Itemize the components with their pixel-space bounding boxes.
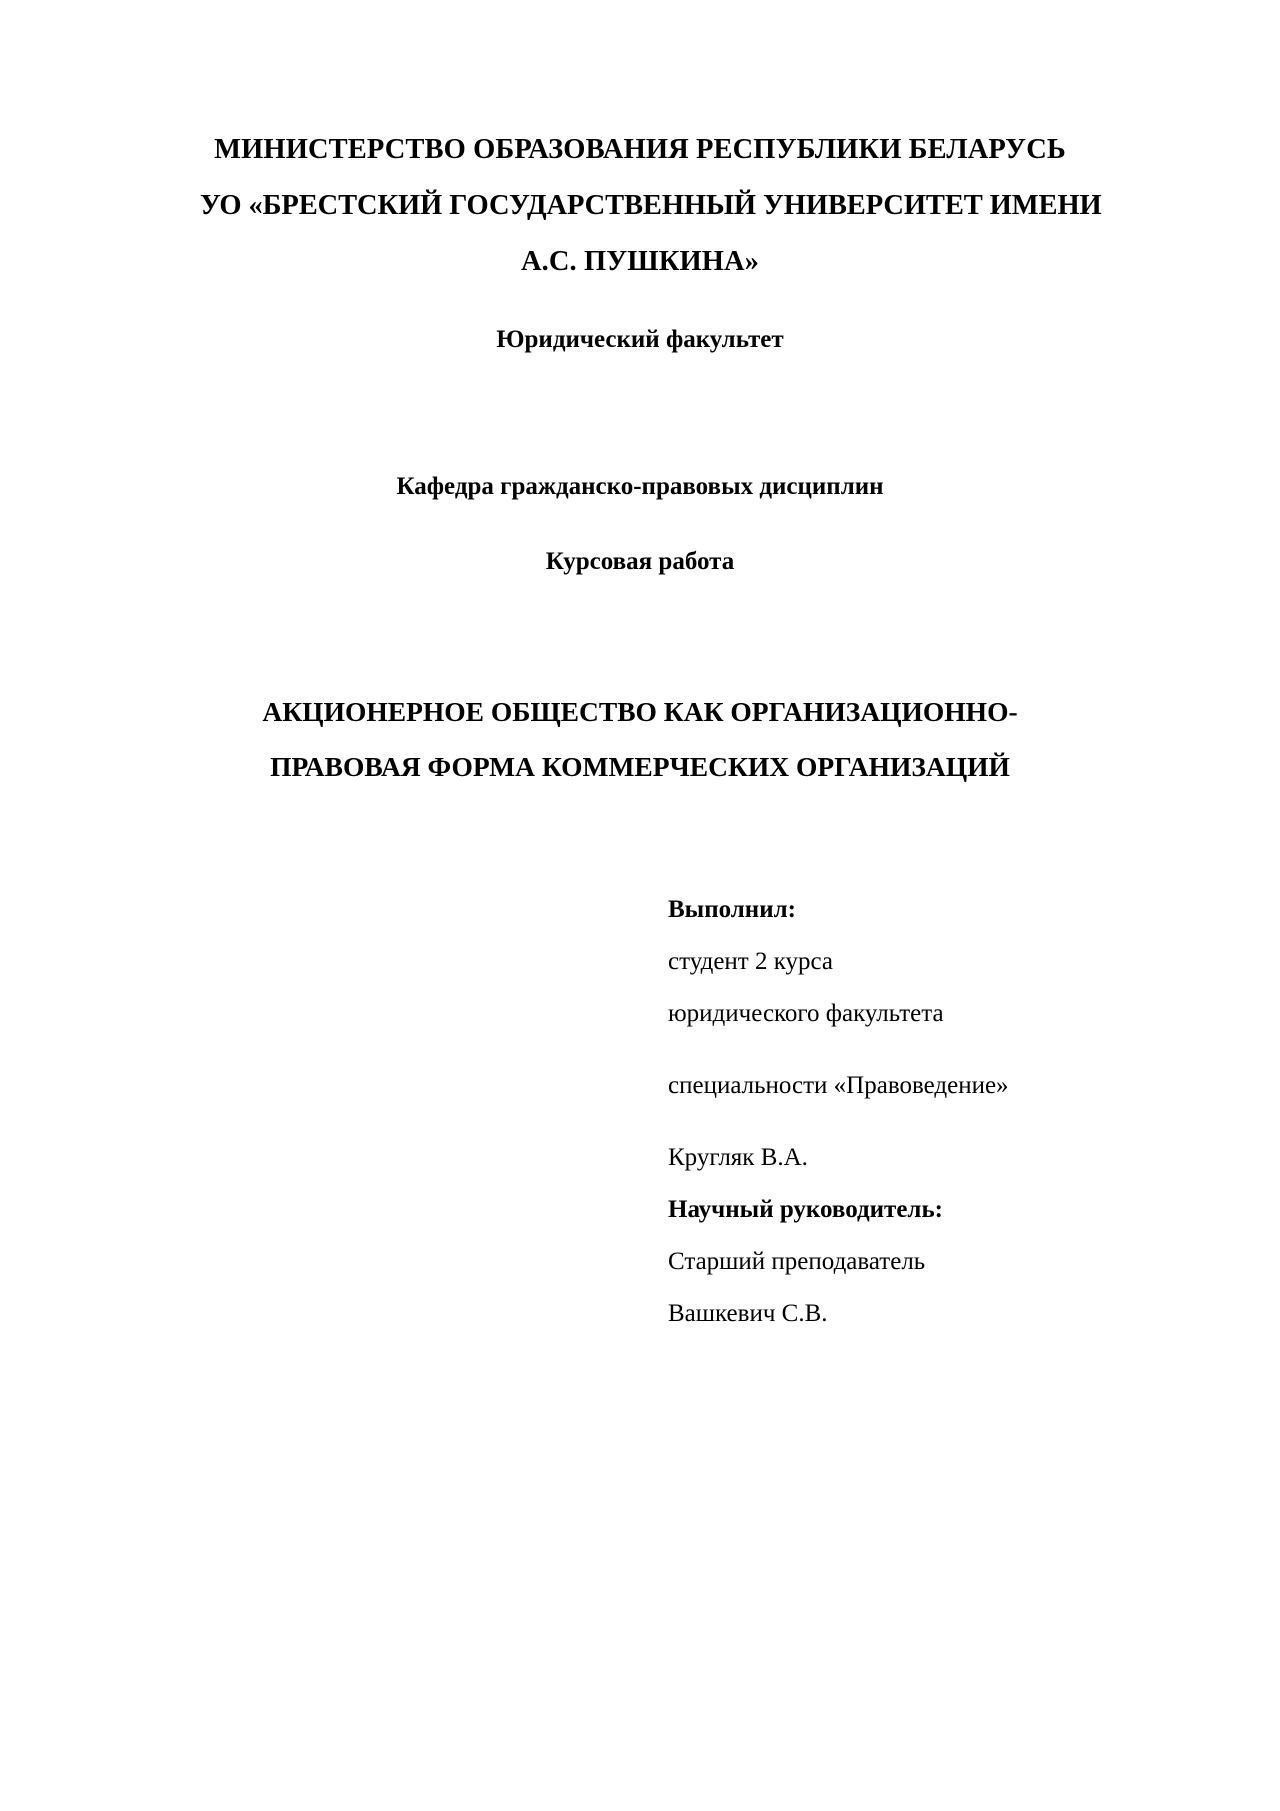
supervisor-position: Старший преподаватель [668,1248,926,1275]
author-specialty: специальности «Правоведение» [668,1072,1009,1099]
author-faculty: юридического факультета [668,1000,944,1027]
author-block [668,884,1138,1184]
work-type: Курсовая работа [545,548,735,575]
institution-header [200,122,1102,290]
author-course: студент 2 курса [668,948,834,975]
faculty-name: Юридический факультет [496,326,784,353]
author-label: Выполнил: [668,896,796,923]
supervisor-name: Вашкевич С.В. [668,1300,828,1327]
department-name: Кафедра гражданско-правовых дисциплин [396,473,884,500]
page-title [180,684,1100,794]
title-line-1: АКЦИОНЕРНОЕ ОБЩЕСТВО КАК ОРГАНИЗАЦИОННО- [262,696,1018,727]
institution-line-2: УО «БРЕСТСКИЙ ГОСУДАРСТВЕННЫЙ УНИВЕРСИТЕТ ИМЕНИ [200,190,1102,221]
credits-block [668,884,1138,1340]
supervisor-block [668,1184,1138,1340]
author-name: Кругляк В.А. [668,1144,808,1171]
institution-line-1: МИНИСТЕРСТВО ОБРАЗОВАНИЯ РЕСПУБЛИКИ БЕЛАРУСЬ [214,134,1066,165]
supervisor-label: Научный руководитель: [668,1196,943,1223]
title-line-2: ПРАВОВАЯ ФОРМА КОММЕРЧЕСКИХ ОРГАНИЗАЦИЙ [270,751,1010,782]
institution-line-3: А.С. ПУШКИНА» [520,246,760,277]
